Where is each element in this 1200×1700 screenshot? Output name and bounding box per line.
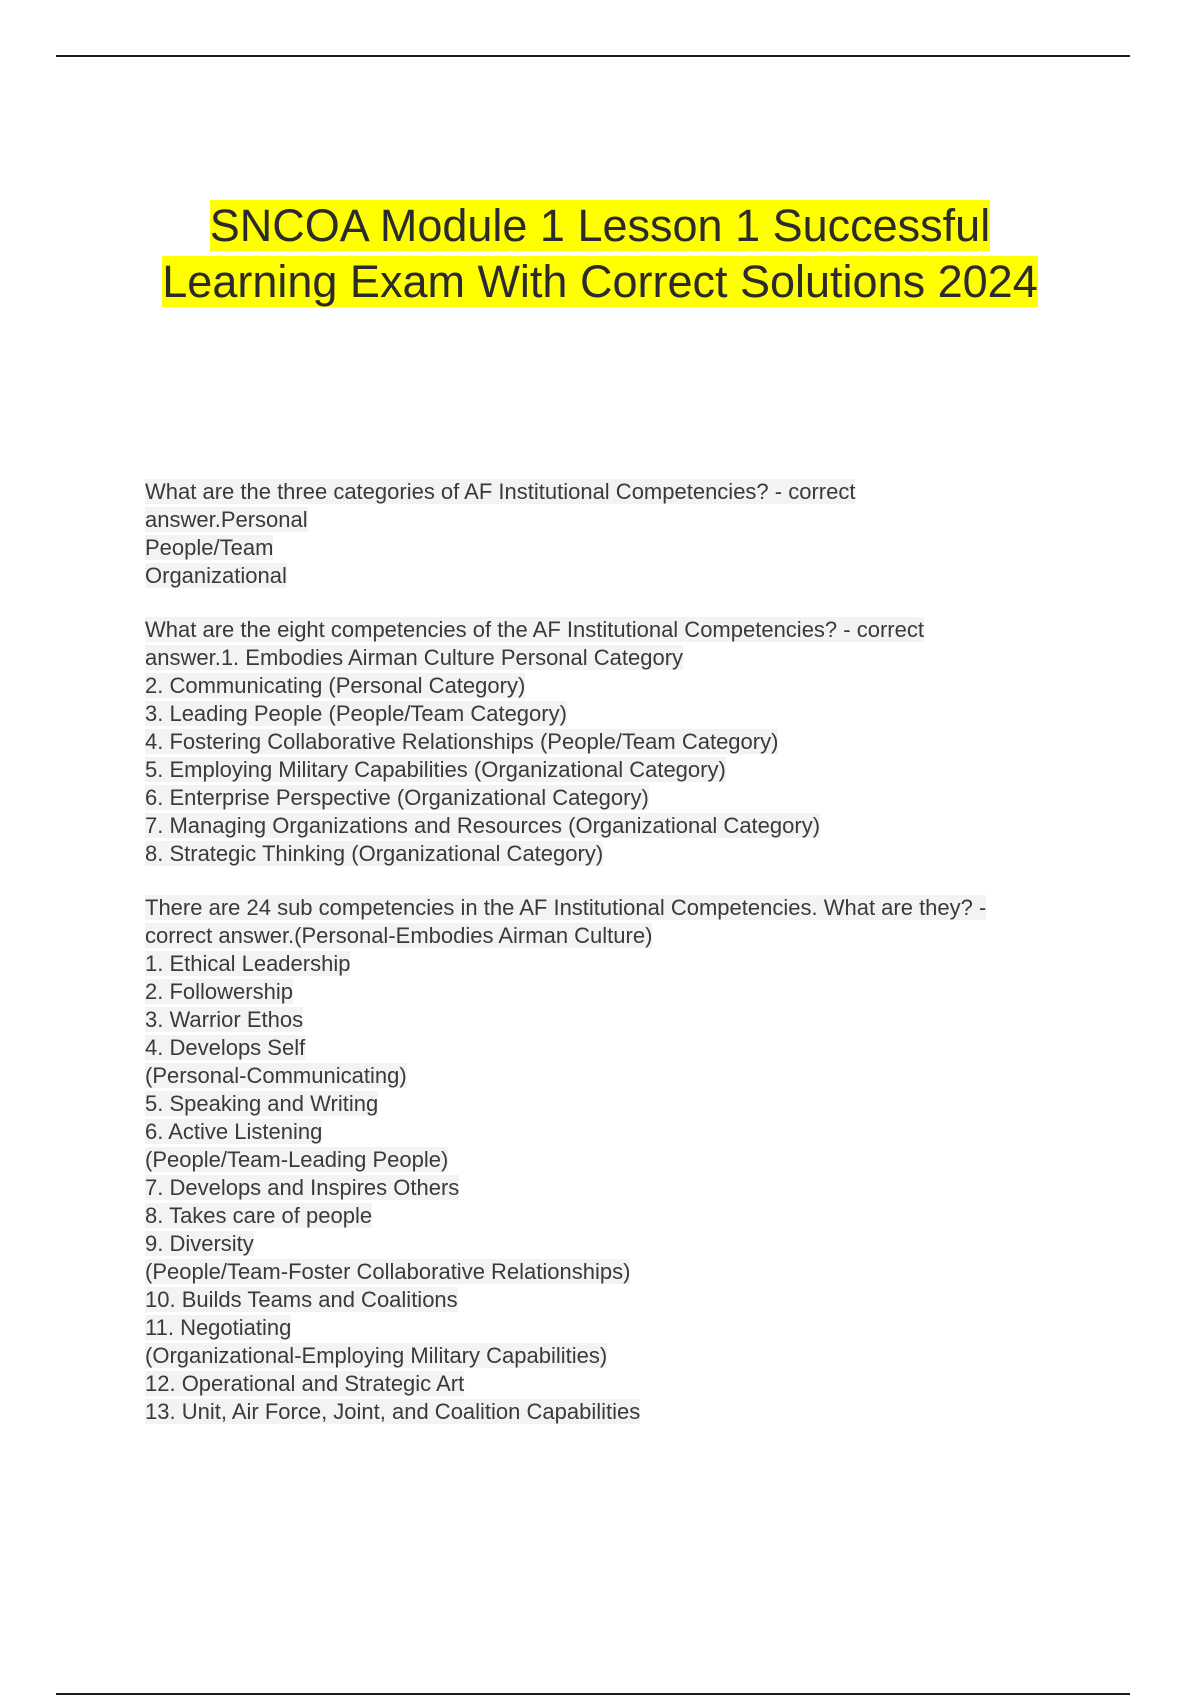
text-line: (Organizational-Employing Military Capabilities) (145, 1343, 608, 1368)
document-body (145, 478, 1085, 1452)
text-line: 4. Fostering Collaborative Relationships (People/Team Category) (145, 729, 779, 754)
text-line: What are the eight competencies of the AF Institutional Competencies? - correct (145, 617, 924, 642)
text-line: (People/Team-Foster Collaborative Relationships) (145, 1259, 631, 1284)
text-line: Organizational (145, 563, 287, 588)
title-line-1: SNCOA Module 1 Lesson 1 Successful (209, 200, 991, 251)
text-line: 3. Warrior Ethos (145, 1007, 304, 1032)
text-line: 6. Enterprise Perspective (Organizational Category) (145, 785, 649, 810)
text-line: answer.1. Embodies Airman Culture Personal Category (145, 645, 684, 670)
text-line: 10. Builds Teams and Coalitions (145, 1287, 458, 1312)
text-line: 13. Unit, Air Force, Joint, and Coalition Capabilities (145, 1399, 641, 1424)
text-line: 1. Ethical Leadership (145, 951, 351, 976)
text-line: 6. Active Listening (145, 1119, 323, 1144)
top-rule (56, 55, 1130, 57)
text-line: 12. Operational and Strategic Art (145, 1371, 465, 1396)
text-line: 4. Develops Self (145, 1035, 306, 1060)
text-line: 7. Develops and Inspires Others (145, 1175, 460, 1200)
qa-block-1 (145, 478, 1085, 590)
document-title (100, 198, 1100, 310)
text-line: correct answer.(Personal-Embodies Airman Culture) (145, 923, 653, 948)
text-line: 11. Negotiating (145, 1315, 292, 1340)
text-line: 2. Communicating (Personal Category) (145, 673, 526, 698)
text-line: 3. Leading People (People/Team Category) (145, 701, 567, 726)
text-line: There are 24 sub competencies in the AF Institutional Competencies. What are they? - (145, 895, 987, 920)
text-line: 9. Diversity (145, 1231, 254, 1256)
text-line: 8. Takes care of people (145, 1203, 373, 1228)
text-line: 8. Strategic Thinking (Organizational Category) (145, 841, 604, 866)
text-line: 5. Speaking and Writing (145, 1091, 379, 1116)
text-line: What are the three categories of AF Institutional Competencies? - correct (145, 479, 856, 504)
text-line: 2. Followership (145, 979, 293, 1004)
qa-block-3 (145, 894, 1085, 1426)
text-line: People/Team (145, 535, 274, 560)
text-line: 5. Employing Military Capabilities (Organizational Category) (145, 757, 726, 782)
text-line: (People/Team-Leading People) (145, 1147, 449, 1172)
text-line: 7. Managing Organizations and Resources (Organizational Category) (145, 813, 821, 838)
qa-block-2 (145, 616, 1085, 868)
text-line: (Personal-Communicating) (145, 1063, 407, 1088)
title-line-2: Learning Exam With Correct Solutions 2024 (162, 256, 1038, 307)
bottom-rule (56, 1693, 1130, 1695)
text-line: answer.Personal (145, 507, 308, 532)
